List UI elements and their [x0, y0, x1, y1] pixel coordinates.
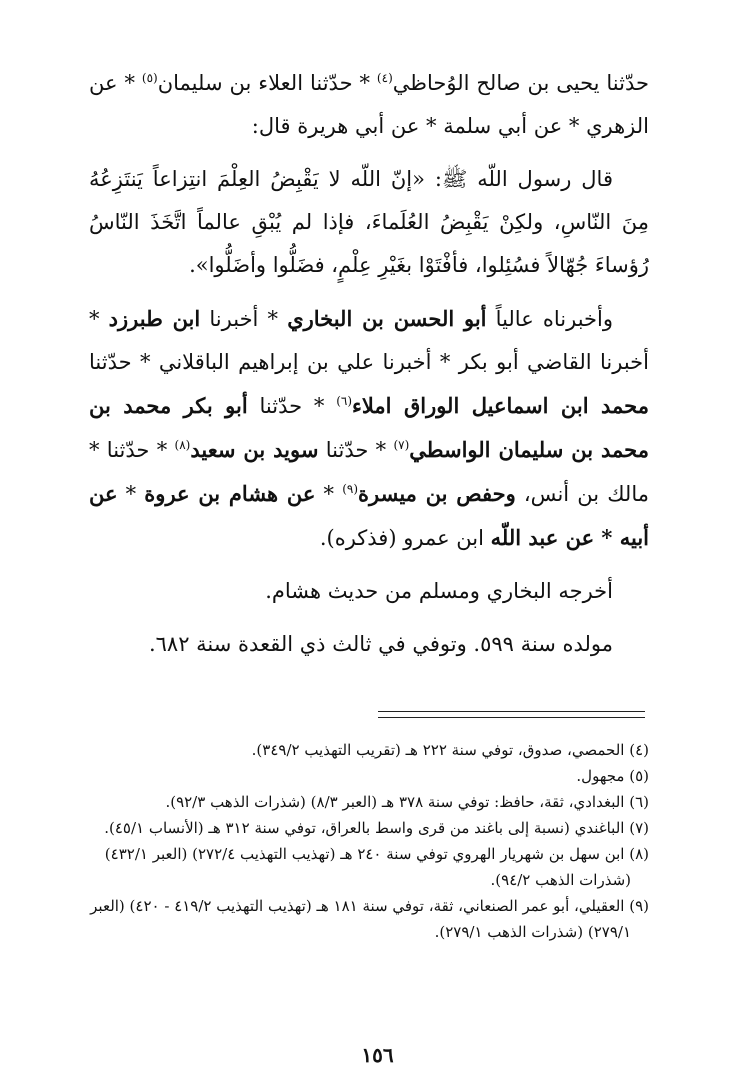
footnote-divider-top: [378, 711, 645, 712]
footnote-ref[interactable]: (٧): [393, 438, 410, 452]
narrator-name: أبو الحسن بن البخاري: [287, 306, 487, 331]
birth-death-note: مولده سنة ٥٩٩. وتوفي في ثالث ذي القعدة سنة ٦٨٢.: [148, 632, 613, 656]
isnad-text: * حدّثنا * مالك بن أنس،: [89, 438, 649, 506]
narrator-name: عن أبيه * عن عبد اللّه: [89, 481, 649, 550]
footnote-ref[interactable]: (٦): [336, 394, 353, 408]
narrator-name: سويد بن سعيد: [190, 437, 319, 462]
footnote-8: (٨) ابن سهل بن شهريار الهروي توفي سنة ٢٤٠ هـ (تهذيب التهذيب ٢٧٢/٤) (العبر ٤٣٢/١): [104, 845, 649, 863]
isnad-paragraph-1: [89, 62, 649, 148]
isnad-text: * عن الزهري * عن أبي سلمة * عن أبي هريرة قال:: [89, 71, 649, 138]
narrator-name: أبو بكر محمد بن محمد بن سليمان الواسطي: [89, 393, 649, 462]
footnote-ref[interactable]: (٤): [376, 71, 393, 85]
hadith-matn: قال رسول اللّه ﷺ: «إنّ اللّه لا يَقْبِضُ العِلْمَ انتِزاعاً يَنتَزِعُهُ مِنَ النّاسِ، ولكِنْ يَقْبِضُ العُلَماءَ، فإذا لم يُبْقِ عالماً اتَّخَذَ النّاسُ رُؤساءَ جُهّالاً فسُئِلوا، فأفْتَوْا بغَيْرِ عِلْمٍ، فضَلُّوا وأضَلُّوا».: [89, 167, 649, 277]
isnad-text: * حدّثنا: [247, 394, 337, 418]
footnote-7: (٧) الباغندي (نسبة إلى باغند من قرى واسط بالعراق، توفي سنة ٣١٢ هـ (الأنساب ٤٥/١).: [104, 819, 649, 837]
footnote-ref[interactable]: (٨): [174, 438, 191, 452]
narrator-name: محمد ابن اسماعيل الوراق املاء: [352, 393, 649, 418]
page-number: ١٥٦: [361, 1043, 394, 1067]
footnote-8-continuation: (شذرات الذهب ٩٤/٢).: [490, 871, 631, 889]
narrator-name: عن هشام بن عروة: [144, 481, 316, 506]
footnote-ref[interactable]: (٥): [141, 71, 158, 85]
isnad-text: * حدّثنا العلاء بن سليمان: [157, 71, 377, 95]
main-text: [89, 62, 649, 666]
narrator-name: وحفص بن ميسرة: [358, 481, 516, 506]
isnad-text: ابن عمرو (فذكره).: [319, 526, 491, 550]
footnote-5: (٥) مجهول.: [576, 767, 649, 785]
footnote-4: (٤) الحمصي، صدوق، توفي سنة ٢٢٢ هـ (تقريب التهذيب ٣٤٩/٢).: [251, 741, 649, 759]
footnote-9: (٩) العقيلي، أبو عمر الصنعاني، ثقة، توفي سنة ١٨١ هـ (تهذيب التهذيب ٤١٩/٢ - ٤٢٠) (العبر: [90, 897, 649, 915]
takhrij-note: أخرجه البخاري ومسلم من حديث هشام.: [265, 579, 613, 603]
isnad-text: * أخبرنا القاضي أبو بكر * أخبرنا علي بن إبراهيم الباقلاني * حدّثنا: [89, 307, 649, 374]
isnad-text: * حدّثنا: [318, 438, 394, 462]
footnote-ref[interactable]: (٩): [342, 482, 359, 496]
footnote-divider-bottom: [378, 717, 645, 718]
isnad-text: حدّثنا يحيى بن صالح الوُحاظي: [392, 71, 649, 95]
isnad-text: * أخبرنا: [200, 307, 288, 331]
isnad-text: *: [117, 482, 145, 506]
footnotes: [89, 737, 649, 945]
isnad-text: وأخبرناه عالياً: [486, 307, 614, 331]
narrator-name: ابن طبرزد: [108, 306, 201, 331]
isnad-text: *: [315, 482, 343, 506]
footnote-9-continuation: ٢٧٩/١) (شذرات الذهب ٢٧٩/١).: [434, 923, 631, 941]
isnad-paragraph-2: [89, 297, 649, 560]
footnote-6: (٦) البغدادي، ثقة، حافظ: توفي سنة ٣٧٨ هـ (العبر ٨/٣) (شذرات الذهب ٩٢/٣).: [165, 793, 649, 811]
